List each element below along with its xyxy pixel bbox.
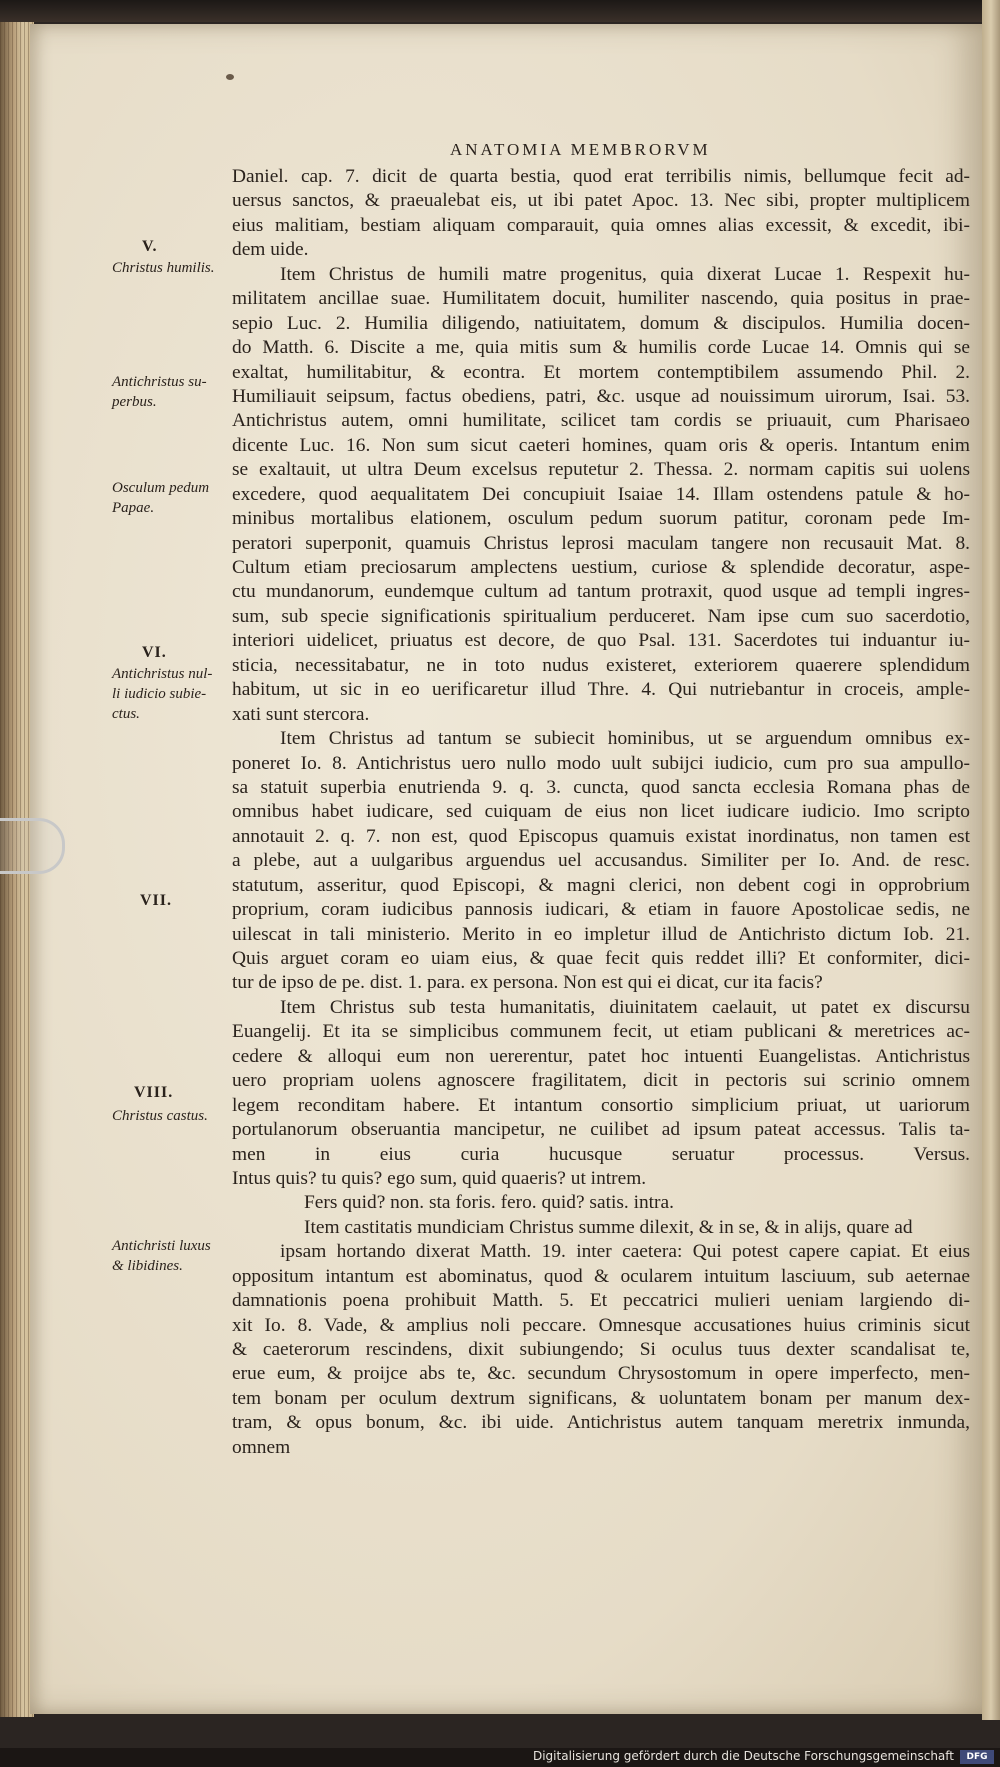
- text-line: Item Christus de humili matre progenitus, quia dixerat Lucae 1. Respexit hu-: [280, 263, 970, 285]
- text-line: tem bonam per oculum dextrum significans, & uoluntatem bonam per manum dex-: [232, 1387, 970, 1409]
- text-line: damnationis poena prohibuit Matth. 5. Et peccatrici mulieri ueniam largiendo di-: [232, 1290, 970, 1312]
- margin-note-antichristus-nulli-iudicio: Antichristus nul- li iudicio subie- ctus.: [112, 666, 213, 722]
- text-line: & caeterorum rescindens, dixit subiungendo; Si oculus tuus dexter scandalisat te,: [232, 1339, 970, 1360]
- text-line: men in eius curia hucusque seruatur processus. Versus.: [232, 1143, 970, 1165]
- text-line: portulanorum obseruantia mancipetur, ne cuilibet ad ipsum pateat accessus. Talis ta-: [232, 1119, 970, 1141]
- margin-number-vii: VII.: [140, 892, 173, 909]
- body-text: [232, 165, 970, 1460]
- text-line: interiori uidelicet, priuatus est decore, de quo Psal. 131. Sacerdotes tui induantur iu-: [232, 630, 970, 652]
- right-page-edge: [982, 0, 1000, 1720]
- text-line: erue eum, & proijce abs te, &c. secundum Chrysostomum in opere imperfecto, men-: [232, 1363, 970, 1385]
- dfg-logo-icon: DFG: [960, 1750, 994, 1764]
- text-line: tram, & opus bonum, &c. ibi uide. Antichristus autem tanquam meretrix inmunda,: [232, 1412, 970, 1434]
- text-line: sepio Luc. 2. Humilia diligendo, natiuitatem, domum & discipulos. Humilia docen-: [232, 312, 970, 334]
- text-line: tur de ipso de pe. dist. 1. para. ex persona. Non est qui ei dicat, cur ita facis?: [232, 972, 823, 994]
- text-line: se exaltauit, ut ultra Deum excelsus reputetur 2. Thessa. 2. normam capitis sui uolens: [232, 459, 970, 481]
- text-line: sticia, necessitabatur, ne in toto nudus existeret, exteriorem quaerere splendidum: [232, 654, 970, 676]
- text-line: Quis arguet coram eo uiam eius, & quae fecit quis reddet illi? Et conformiter, dici-: [232, 948, 970, 969]
- margin-number-viii: VIII.: [134, 1084, 174, 1101]
- text-line: cedere & alloqui eum non uererentur, patet hoc intuenti Euangelistas. Antichristus: [232, 1045, 970, 1067]
- ink-spot: [226, 74, 234, 80]
- text-line: Item Christus sub testa humanitatis, diuinitatem caelauit, ut patet ex discursu: [280, 996, 970, 1018]
- text-line: xati sunt stercora.: [232, 703, 370, 725]
- text-line: excedere, quod aequalitatem Dei concupiuit Isaiae 14. Illam ostendens patule & ho-: [232, 483, 970, 505]
- text-line: ipsam hortando dixerat Matth. 19. inter caetera: Qui potest capere capiat. Et eius: [280, 1241, 970, 1263]
- margin-number-vi: VI.: [142, 644, 167, 661]
- text-line: do Matth. 6. Discite a me, quia mitis sum & humilis corde Lucae 14. Omnis qui se: [232, 337, 970, 359]
- text-line: minibus mortalibus elationem, osculum pedum suorum patitur, coronam pede Im-: [232, 508, 970, 530]
- digitization-footer: [0, 1748, 1000, 1767]
- text-line: Euangelij. Et ita se simplicibus communem fecit, ut etiam publicani & meretrices ac-: [232, 1021, 970, 1043]
- text-line: exaltat, humilitabitur, & econtra. Et mortem contemptibilem assumendo Phil. 2.: [232, 361, 970, 383]
- text-line: uilescat in tali ministerio. Merito in eo impletur illud de Antichristo dictum Iob. 21.: [232, 923, 970, 945]
- text-line: omnem: [232, 1436, 291, 1458]
- text-line: habitum, ut sic in eo uerificaretur illud Thre. 4. Qui nutriebantur in croceis, ample-: [232, 679, 970, 701]
- text-line: peratori superponit, quamuis Christus leprosi maculam tangere non recusauit Mat. 8.: [232, 532, 970, 554]
- text-line: sum, sub specie significationis spiritualium perduceret. Nam ipse cum suo sacerdotio,: [232, 605, 970, 627]
- text-line: uero propriam uolens agnoscere fragilitatem, dicit in pectoris sui scrinio omnem: [232, 1070, 970, 1092]
- text-line: Daniel. cap. 7. dicit de quarta bestia, quod erat terribilis nimis, bellumque fecit ad-: [232, 166, 970, 187]
- text-line: uersus sanctos, & praeualebat eis, ut ibi patet Apoc. 13. Nec sibi, propter multiplicem: [232, 190, 970, 212]
- text-line: Antichristus autem, omni humilitate, scilicet tam cordis se priuauit, cum Pharisaeo: [232, 410, 970, 432]
- text-line: Intus quis? tu quis? ego sum, quid quaeris? ut intrem.: [232, 1167, 647, 1189]
- running-head: ANATOMIA MEMBRORVM: [450, 140, 711, 159]
- text-line: Humiliauit seipsum, factus obediens, patri, &c. usque ad nouissimum uirorum, Isai. 53.: [232, 385, 970, 407]
- text-line: omnibus habet iudicare, sed cuiquam de eius non licet iudicare iudicio. Imo scripto: [232, 801, 970, 823]
- text-line: ctu mundanorum, eundemque cultum ad tantum protraxit, quod usque ad templi ingres-: [232, 581, 970, 603]
- text-line: oppositum intantum est abominatus, quod & ocularem intuitum lasciuum, sub aeternae: [232, 1265, 970, 1287]
- text-line: Cultum etiam preciosarum amplectens uestium, curiose & splendide decoratur, aspe-: [232, 557, 970, 578]
- text-line: xit Io. 8. Vade, & amplius noli peccare. Omnesque accusationes huius criminis sicut: [232, 1314, 970, 1336]
- page-clip: [0, 818, 65, 874]
- margin-note-antichristi-luxus: Antichristi luxus & libidines.: [112, 1238, 211, 1274]
- margin-note-antichristus-superbus: Antichristus su- perbus.: [112, 374, 207, 410]
- footer-credit-text: Digitalisierung gefördert durch die Deutsche Forschungsgemeinschaft: [532, 1749, 954, 1763]
- text-line: annotauit 2. q. 7. non est, quod Episcopus quamuis existat inordinatus, non tamen est: [232, 825, 970, 847]
- text-line: legem reconditam habere. Et intantum consortio simplicium priuat, ut uariorum: [232, 1094, 970, 1116]
- text-line: statutum, asseritur, quod Episcopi, & magni clerici, non debent cogi in opprobrium: [232, 874, 970, 896]
- top-scan-edge: [0, 0, 1000, 22]
- text-line: sa statuit superbia enutrienda 9. q. 3. cuncta, quod sancta ecclesia Romana phas de: [232, 776, 970, 798]
- text-line: eius malitiam, bestiam aliquam comparauit, quia omnes alias excessit, & excedit, ibi-: [232, 214, 970, 236]
- text-line: dicente Luc. 16. Non sum sicut caeteri homines, quam oris & operis. Intantum enim: [232, 434, 970, 456]
- margin-note-christus-humilis: Christus humilis.: [112, 260, 215, 276]
- margin-number-v: V.: [142, 238, 158, 255]
- text-line: Item castitatis mundiciam Christus summe dilexit, & in se, & in alijs, quare ad: [304, 1216, 913, 1238]
- text-line: Fers quid? non. sta foris. fero. quid? satis. intra.: [304, 1192, 674, 1214]
- text-line: proprium, coram iudicibus pannosis iudicari, & etiam in fauore Apostolicae sedis, ne: [232, 899, 970, 921]
- margin-note-christus-castus: Christus castus.: [112, 1108, 208, 1124]
- text-line: dem uide.: [232, 239, 309, 261]
- text-line: poneret Io. 8. Antichristus uero nullo modo uult subijci iudicio, cum pro sua ampullo-: [232, 752, 970, 774]
- text-line: militatem ancillae suae. Humilitatem docuit, humiliter nascendo, quia positus in prae-: [232, 288, 970, 310]
- text-line: Item Christus ad tantum se subiecit hominibus, ut se arguendum omnibus ex-: [280, 728, 970, 750]
- margin-note-osculum-pedum: Osculum pedum Papae.: [112, 480, 210, 516]
- text-line: a plebe, aut a uulgaribus arguendus uel accusandus. Similiter per Io. And. de resc.: [232, 850, 970, 872]
